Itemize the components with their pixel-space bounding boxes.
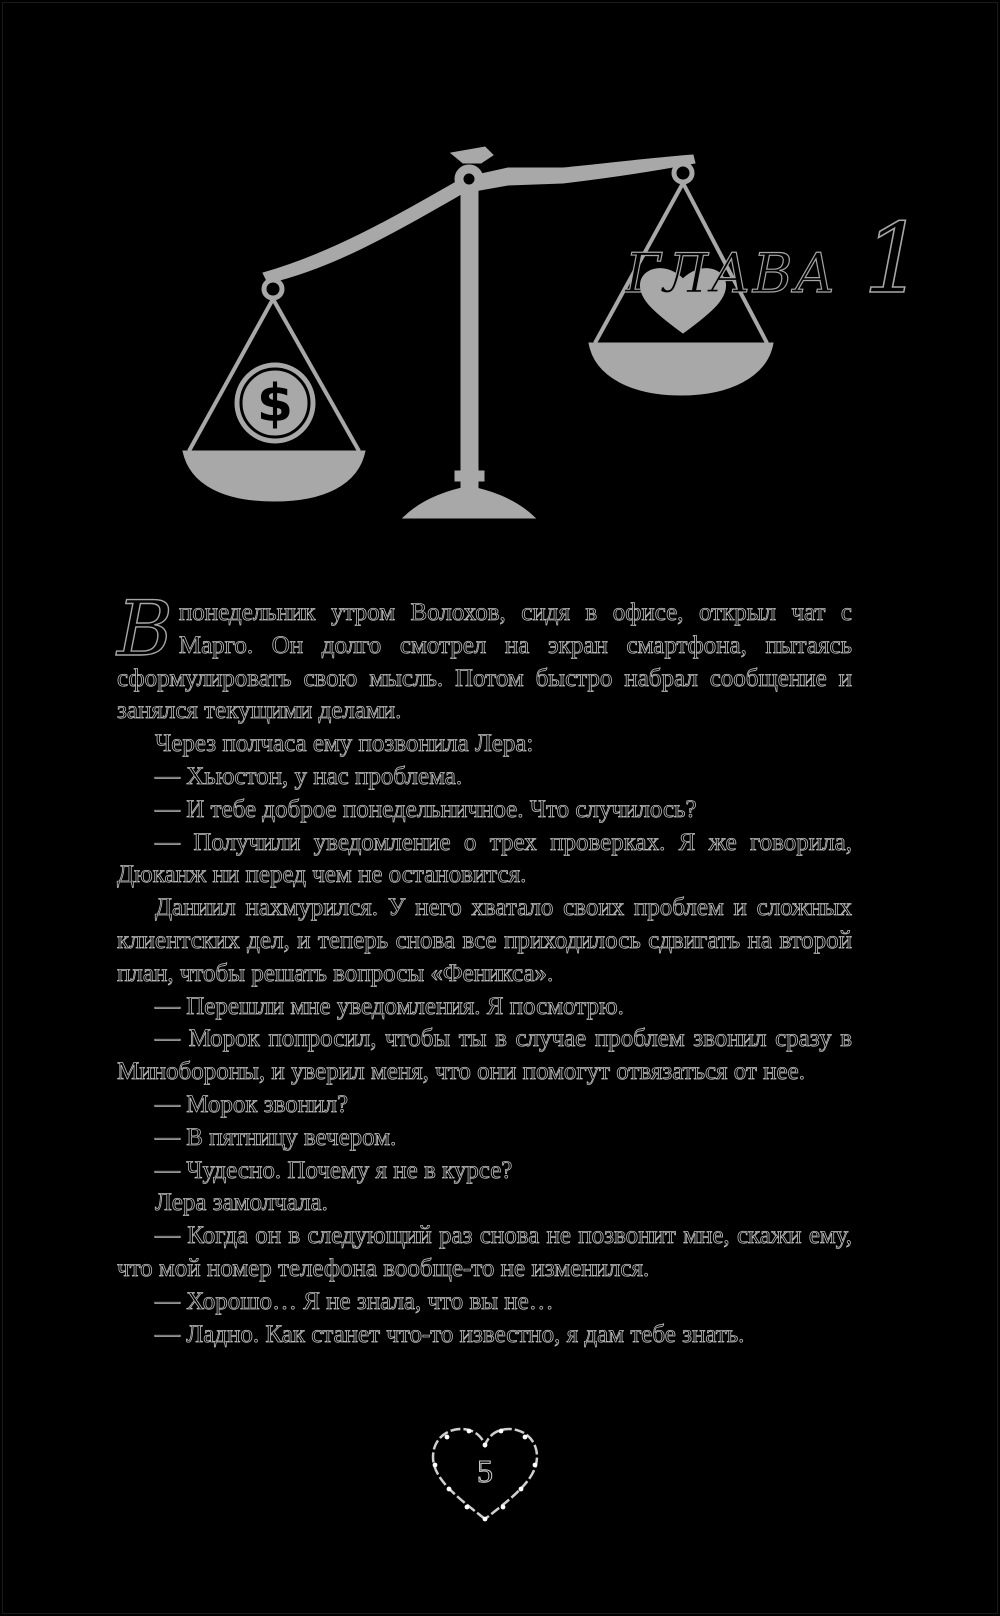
paragraph: Лера замолчала.	[155, 1189, 328, 1217]
chapter-number: 1	[863, 203, 927, 315]
book-page	[2, 2, 998, 1614]
paragraph-1: В понедельник утром Волохов, сидя в офисе, открыл чат с Марго. Он долго смотрел на экран смартфона, пытаясь сформулировать свою мысль. Потом быстро набрал сообщение и занялся текущими делами.	[117, 584, 852, 725]
dialogue-line: — В пятницу вечером.	[155, 1123, 397, 1151]
dialogue-line: — Хьюстон, у нас проблема.	[155, 762, 463, 790]
dialogue-line: — Морок звонил?	[155, 1090, 349, 1118]
paragraph: Даниил нахмурился. У него хватало своих проблем и сложных клиентских дел, и теперь снова все приходилось сдвигать на второй план, чтобы решать вопросы «Феникса».	[117, 894, 852, 987]
body-text	[117, 584, 852, 1351]
dialogue-line: — Когда он в следующий раз снова не позвонит мне, скажи ему, что мой номер телефона вообще-то не изменился.	[117, 1222, 852, 1282]
page-number-ornament	[427, 1425, 543, 1525]
dollar-sign: $	[256, 374, 294, 434]
page-number: 5	[477, 1453, 493, 1489]
dialogue-line: — Хорошо… Я не знала, что вы не…	[155, 1287, 554, 1315]
scales-illustration	[163, 133, 863, 553]
dialogue-line: — Ладно. Как станет что-то известно, я дам тебе знать.	[155, 1320, 745, 1348]
dialogue-line: — Перешли мне уведомления. Я посмотрю.	[155, 992, 624, 1020]
paragraph-2: Через полчаса ему позвонила Лера:	[155, 730, 534, 758]
dialogue-line: — Получили уведомление о трех проверках. Я же говорила, Дюканж ни перед чем не остановится.	[117, 828, 852, 889]
chapter-word: ГЛАВА	[625, 242, 838, 305]
dialogue-line: — Морок попросил, чтобы ты в случае проблем звонил сразу в Минобороны, и уверил меня, что они помогут отвязаться от нее.	[117, 1025, 852, 1086]
dialogue-line: — Чудесно. Почему я не в курсе?	[155, 1156, 513, 1184]
chapter-heading	[625, 203, 926, 315]
drop-cap: В	[117, 584, 173, 673]
dialogue-line: — И тебе доброе понедельничное. Что случилось?	[155, 795, 697, 823]
